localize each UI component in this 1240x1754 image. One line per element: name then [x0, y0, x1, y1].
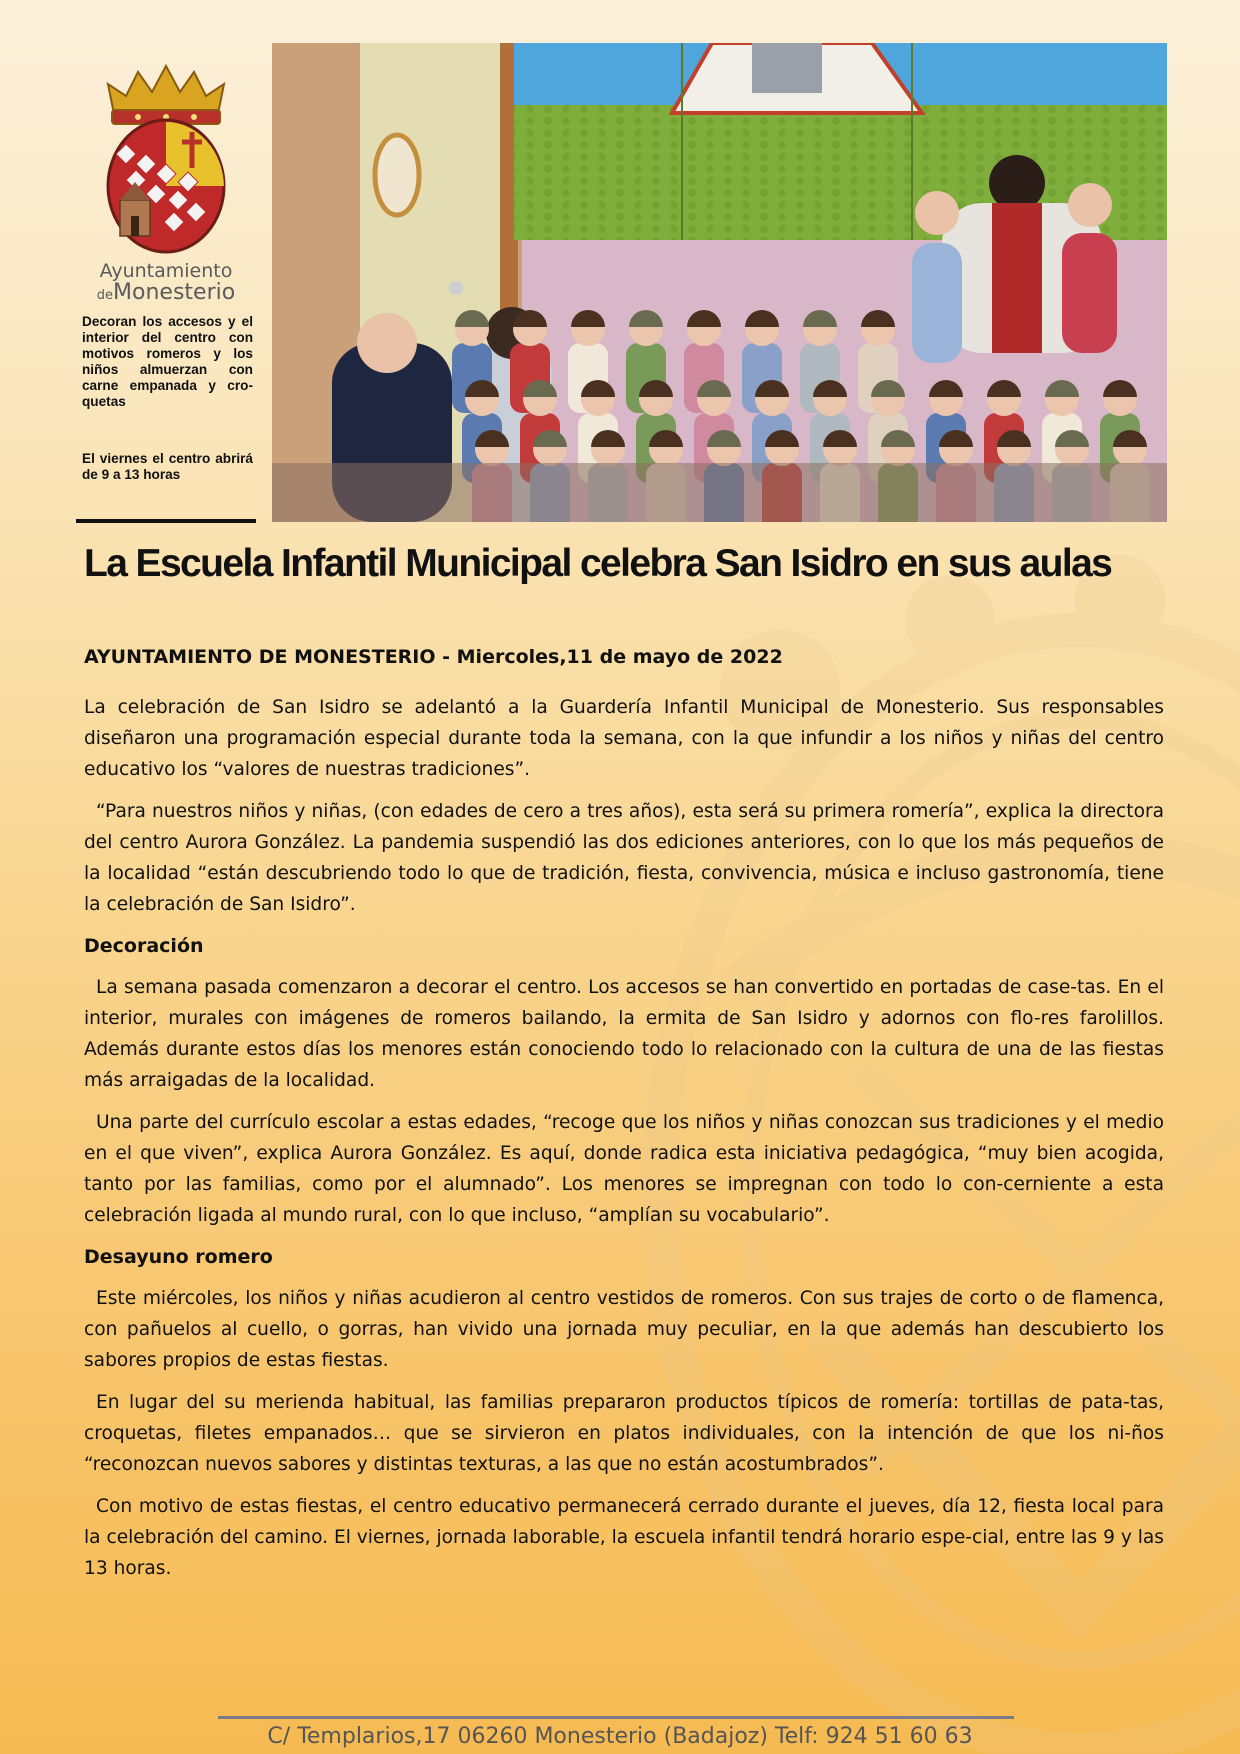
brand-prefix: de	[96, 288, 114, 303]
paragraph-4: Una parte del currículo escolar a estas edades, “recoge que los niños y niñas conozcan sus tradiciones y el medio en el que viven”, explica Aurora González. Es aquí, donde radica esta iniciativa pedagógica, “muy bien acogida, tanto por las familias, como por el alumnado”. Los menores se impregnan con todo lo con-cerniente a esta celebración ligada al mundo rural, con lo que incluso, “amplían su vocabulario”.	[84, 1112, 1164, 1226]
brand-town: Monesterio	[113, 280, 236, 305]
article-body	[84, 692, 1164, 1595]
paragraph-3: La semana pasada comenzaron a decorar el centro. Los accesos se han convertido en portadas de case-tas. En el interior, murales con imágenes de romeros bailando, la ermita de San Isidro y adornos con flo-res farolillos. Además durante estos días los menores están conociendo todo lo relacionado con la cultura de una de las fiestas más arraigadas de la localidad.	[84, 977, 1164, 1091]
footer-address: C/ Templarios,17 06260 Monesterio (Badajoz) Telf: 924 51 60 63	[267, 1724, 973, 1749]
paragraph-2: “Para nuestros niños y niñas, (con edades de cero a tres años), esta será su primera romería”, explica la directora del centro Aurora González. La pandemia suspendió las dos ediciones anteriores, con lo que los más pequeños de la localidad “están descubriendo todo lo que de tradición, fiesta, convivencia, música e incluso gastronomía, tiene la celebración de San Isidro”.	[84, 801, 1164, 915]
section-heading-decoracion: Decoración	[84, 935, 204, 957]
paragraph-1: La celebración de San Isidro se adelantó a la Guardería Infantil Municipal de Monesterio. Sus responsables diseñaron una programación especial durante toda la semana, con la que infundir a los niños y niñas del centro educativo los “valores de nuestras tradiciones”.	[84, 697, 1164, 780]
article-headline: La Escuela Infantil Municipal celebra San Isidro en sus aulas	[84, 542, 1112, 585]
paragraph-5: Este miércoles, los niños y niñas acudieron al centro vestidos de romeros. Con sus trajes de corto o de flamenca, con pañuelos al cuello, o gorras, han vivido una jornada muy peculiar, en la que además han descubierto los sabores propios de estas fiestas.	[84, 1288, 1164, 1371]
coat-of-arms-logo	[96, 62, 236, 257]
footer-divider	[218, 1716, 1014, 1719]
brand-line-2	[84, 282, 248, 307]
article-byline: AYUNTAMIENTO DE MONESTERIO - Miercoles,11 de mayo de 2022	[84, 646, 783, 668]
classroom-photo	[272, 43, 1167, 522]
paragraph-7: Con motivo de estas fiestas, el centro educativo permanecerá cerrado durante el jueves, día 12, fiesta local para la celebración del camino. El viernes, jornada laborable, la escuela infantil tendrá horario espe-cial, entre las 9 y las 13 horas.	[84, 1496, 1164, 1579]
brand-line-1: Ayuntamiento	[99, 260, 233, 282]
sidebar-divider	[76, 519, 256, 523]
paragraph-6: En lugar del su merienda habitual, las familias prepararon productos típicos de romería: tortillas de pata-tas, croquetas, filetes empanados… que se sirvieron en platos individuales, con la intención de que los ni-ños “reconozcan nuevos sabores y distintas texturas, a las que no están acostumbrados”.	[84, 1392, 1164, 1475]
sidebar-note-2: El viernes el centro abrirá de 9 a 13 horas	[82, 451, 253, 482]
section-heading-desayuno: Desayuno romero	[84, 1246, 273, 1268]
sidebar-note-1: Decoran los accesos y el interior del centro con motivos romeros y los niños almuerzan con carne empanada y cro-quetas	[82, 314, 253, 409]
brand-name	[84, 260, 248, 307]
